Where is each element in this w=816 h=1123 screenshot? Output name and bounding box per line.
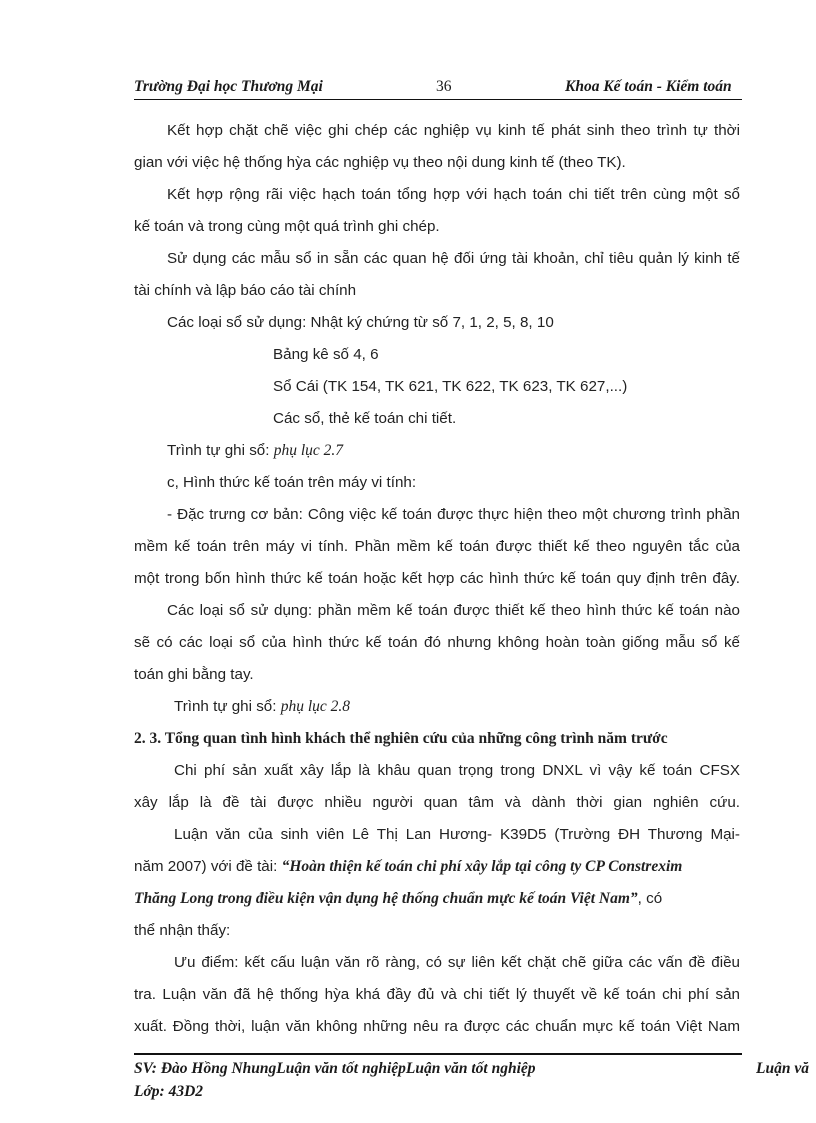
body-line: sẽ có các loại sổ của hình thức kế toán đó nhưng không hoàn toàn giống mẫu sổ kế [134,634,740,651]
body-line: một trong bốn hình thức kế toán hoặc kết hợp các hình thức kế toán quy định trên đây. [134,570,740,587]
header-rule [134,99,742,100]
footer-rule [134,1053,742,1055]
body-line [174,697,740,717]
body-line: toán ghi bằng tay. [134,666,254,683]
body-line: Các loại sổ sử dụng: Nhật ký chứng từ số 7, 1, 2, 5, 8, 10 [167,314,554,331]
body-line: c, Hình thức kế toán trên máy vi tính: [167,474,417,491]
footer-student: SV: Đào Hồng NhungLuận văn tốt nghiệpLuận văn tốt nghiệp [134,1060,536,1077]
body-line: xuất. Đồng thời, luận văn không những nêu ra được các chuẩn mực kế toán Việt Nam [134,1018,740,1035]
body-line: Các loại sổ sử dụng: phần mềm kế toán được thiết kế theo hình thức kế toán nào [167,602,740,619]
body-line: xây lắp là đề tài được nhiều người quan tâm và dành thời gian nghiên cứu. [134,794,740,811]
body-line: kế toán và trong cùng một quá trình ghi chép. [134,218,440,235]
header-school-name: Trường Đại học Thương Mại [134,78,323,95]
body-line [167,441,740,461]
body-line: Bảng kê số 4, 6 [273,346,379,363]
body-line [134,889,740,909]
section-heading: 2. 3. Tổng quan tình hình khách thể nghiên cứu của những công trình năm trước [134,730,668,747]
body-line: gian với việc hệ thống hỳa các nghiệp vụ theo nội dung kinh tế (theo TK). [134,154,626,171]
body-line: thể nhận thấy: [134,922,231,939]
appendix-ref: phụ lục 2.7 [273,442,343,459]
footer-right: Luận vă [756,1060,809,1077]
body-line: tài chính và lập báo cáo tài chính [134,282,357,299]
body-line: tra. Luận văn đã hệ thống hỳa khá đầy đủ và chi tiết lý thuyết về kế toán chi phí sản [134,986,740,1003]
body-line [134,857,740,877]
body-text: , có [637,890,663,907]
body-line: Sổ Cái (TK 154, TK 621, TK 622, TK 623, TK 627,...) [273,378,628,395]
body-line: Ưu điểm: kết cấu luận văn rõ ràng, có sự liên kết chặt chẽ giữa các vấn đề điều [174,954,740,971]
body-line: mềm kế toán trên máy vi tính. Phần mềm kế toán được thiết kế theo nguyên tắc của [134,538,740,555]
body-line: Chi phí sản xuất xây lắp là khâu quan trọng trong DNXL vì vậy kế toán CFSX [174,762,740,779]
footer-class: Lớp: 43D2 [134,1083,204,1100]
body-text: Trình tự ghi sổ: [174,698,281,715]
thesis-title: Thăng Long trong điều kiện vận dụng hệ thống chuẩn mực kế toán Việt Nam” [134,890,638,907]
page-number: 36 [436,78,452,95]
appendix-ref: phụ lục 2.8 [280,698,350,715]
body-line: Sử dụng các mẫu sổ in sẵn các quan hệ đối ứng tài khoản, chỉ tiêu quản lý kinh tế [167,250,740,267]
header-department: Khoa Kế toán - Kiểm toán [565,78,732,95]
body-line: Luận văn của sinh viên Lê Thị Lan Hương- K39D5 (Trường ĐH Thương Mại- [174,826,740,843]
body-line: Kết hợp chặt chẽ việc ghi chép các nghiệp vụ kinh tế phát sinh theo trình tự thời [167,122,740,139]
body-text: năm 2007) với đề tài: [134,858,282,875]
body-line: Các sổ, thẻ kế toán chi tiết. [273,410,457,427]
body-line: - Đặc trưng cơ bản: Công việc kế toán được thực hiện theo một chương trình phần [167,506,740,523]
thesis-title: “Hoàn thiện kế toán chi phí xây lắp tại công ty CP Constrexim [281,858,683,875]
body-text: Trình tự ghi sổ: [167,442,274,459]
body-line: Kết hợp rộng rãi việc hạch toán tổng hợp với hạch toán chi tiết trên cùng một sổ [167,186,740,203]
